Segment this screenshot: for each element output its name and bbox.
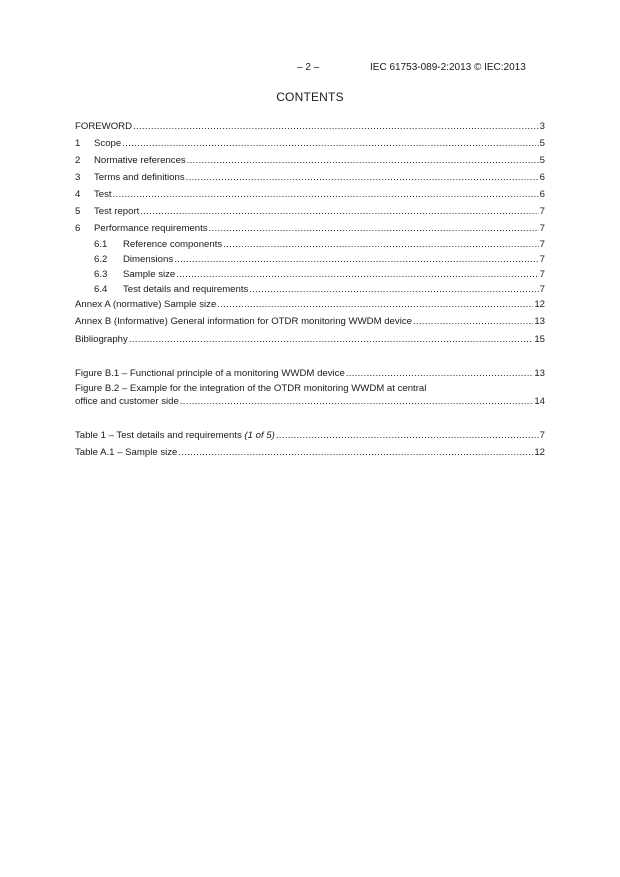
toc-entry-page: 13	[534, 316, 545, 327]
toc-entry-page: 5	[539, 138, 545, 149]
toc-entry-number: 6.4	[94, 284, 108, 295]
document-id: IEC 61753-089-2:2013 © IEC:2013	[370, 62, 526, 73]
toc-entry-annex-b[interactable]	[75, 315, 545, 328]
toc-entry-text: Test	[94, 189, 112, 200]
table-entry-1[interactable]	[75, 429, 545, 442]
table-entry-italic: (1 of 5)	[244, 430, 275, 441]
toc-entry-number: 6.2	[94, 254, 108, 265]
toc-entry-number: 6.3	[94, 269, 108, 280]
page-number: – 2 –	[297, 62, 320, 73]
toc-entry-text: Dimensions	[123, 254, 174, 265]
toc-entry-page: 7	[539, 284, 545, 295]
toc-entry-performance-requirements[interactable]	[75, 222, 545, 235]
figure-entry-text: office and customer side	[75, 396, 179, 407]
figure-entry-b2-line1[interactable]: Figure B.2 – Example for the integration of the OTDR monitoring WWDM at central	[75, 383, 427, 394]
figure-entry-page: 13	[534, 368, 545, 379]
toc-entry-text: Performance requirements	[94, 223, 208, 234]
toc-entry-number: 1	[75, 138, 81, 149]
table-entry-page: 7	[539, 430, 545, 441]
toc-entry-test-details[interactable]	[94, 283, 545, 296]
figure-entry-text: Figure B.1 – Functional principle of a monitoring WWDM device	[75, 368, 345, 379]
toc-entry-number: 6.1	[94, 239, 108, 250]
toc-entry-sample-size[interactable]	[94, 268, 545, 281]
toc-entry-text: Reference components	[123, 239, 223, 250]
toc-entry-page: 7	[539, 206, 545, 217]
toc-entry-text: Terms and definitions	[94, 172, 185, 183]
toc-entry-page: 3	[539, 121, 545, 132]
toc-entry-page: 6	[539, 189, 545, 200]
toc-entry-text: FOREWORD	[75, 121, 133, 132]
toc-entry-text: Test details and requirements	[123, 284, 249, 295]
toc-entry-page: 7	[539, 254, 545, 265]
toc-entry-page: 7	[539, 269, 545, 280]
toc-entry-text: Annex A (normative) Sample size	[75, 299, 217, 310]
toc-entry-test-report[interactable]	[75, 205, 545, 218]
page-title: CONTENTS	[276, 90, 344, 104]
toc-entry-foreword[interactable]	[75, 120, 545, 133]
toc-entry-page: 7	[539, 223, 545, 234]
toc-entry-number: 5	[75, 206, 81, 217]
toc-entry-annex-a[interactable]	[75, 298, 545, 311]
toc-entry-scope[interactable]	[75, 137, 545, 150]
toc-entry-page: 12	[534, 299, 545, 310]
toc-entry-page: 15	[534, 334, 545, 345]
toc-entry-number: 2	[75, 155, 81, 166]
table-entry-text: Table A.1 – Sample size	[75, 447, 178, 458]
toc-entry-page: 6	[539, 172, 545, 183]
figure-entry-page: 14	[534, 396, 545, 407]
toc-entry-test[interactable]	[75, 188, 545, 201]
page-header	[0, 62, 620, 76]
toc-entry-number: 3	[75, 172, 81, 183]
toc-entry-number: 4	[75, 189, 81, 200]
toc-entry-bibliography[interactable]	[75, 333, 545, 346]
table-entry-page: 12	[534, 447, 545, 458]
toc-entry-text: Sample size	[123, 269, 176, 280]
toc-entry-text: Test report	[94, 206, 140, 217]
toc-entry-text: Annex B (Informative) General information for OTDR monitoring WWDM device	[75, 316, 412, 327]
toc-entry-text: Scope	[94, 138, 122, 149]
toc-entry-normative-references[interactable]	[75, 154, 545, 167]
toc-entry-text: Bibliography	[75, 334, 128, 345]
toc-entry-page: 5	[539, 155, 545, 166]
toc-entry-number: 6	[75, 223, 81, 234]
table-entry-text: Table 1 – Test details and requirements	[75, 430, 245, 441]
toc-entry-dimensions[interactable]	[94, 253, 545, 266]
figure-entry-b1[interactable]	[75, 367, 545, 380]
toc-entry-reference-components[interactable]	[94, 238, 545, 251]
toc-entry-terms-and-definitions[interactable]	[75, 171, 545, 184]
toc-entry-page: 7	[539, 239, 545, 250]
figure-entry-b2[interactable]	[75, 395, 545, 408]
table-entry-a1[interactable]	[75, 446, 545, 459]
toc-entry-text: Normative references	[94, 155, 186, 166]
